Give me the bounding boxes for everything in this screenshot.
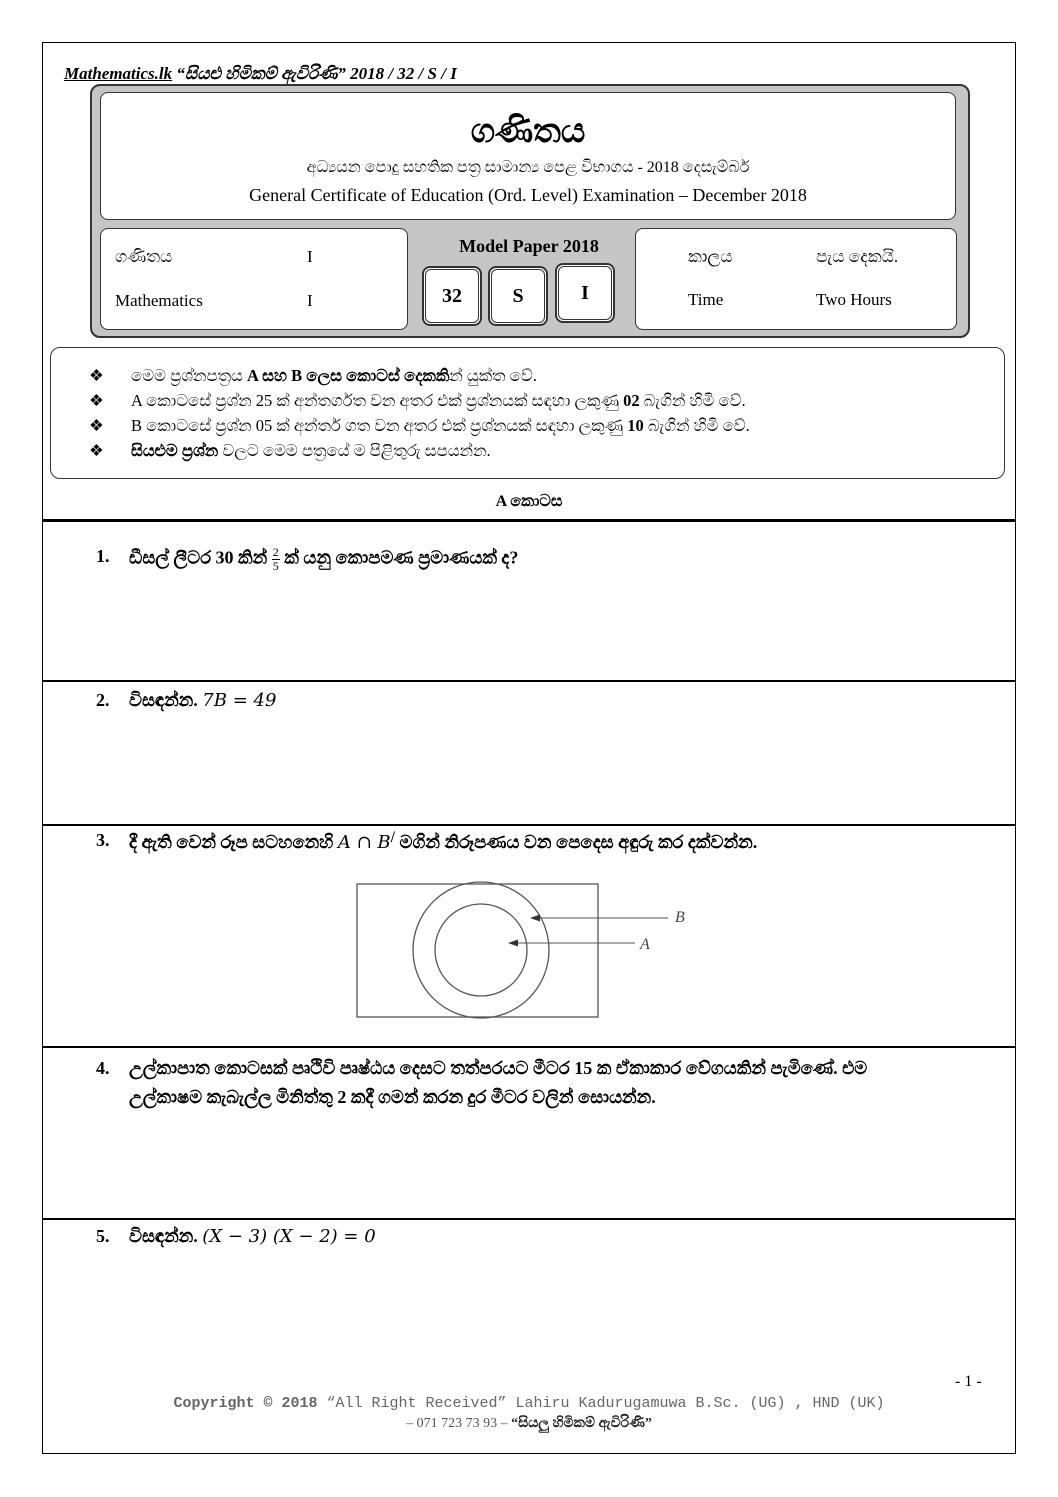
subject-part-english: I <box>307 291 313 310</box>
section-a-heading: A කොටස <box>495 493 563 510</box>
question-text: ඩීසල් ලීටර 30 කින් $\frac{2}{5}$ ක් යනු කොපමණ ප්‍රමාණයක් ද? <box>129 545 519 573</box>
page-title: ගණිතය <box>470 113 586 150</box>
paper-code-box <box>422 266 482 326</box>
equation: (X − 3) (X − 2) = 0 <box>202 1226 376 1247</box>
header-tagline: “සියළු හිමිකම් ඇවිරිණි” <box>176 64 346 83</box>
page-number: - 1 - <box>955 1373 982 1390</box>
instruction-1: ❖ මෙම ප්‍රශ්නපත්‍රය A සහ B ලෙස කොටස් දෙකකින් යුක්ත වේ. <box>89 366 537 385</box>
label-a: A <box>640 936 650 953</box>
divider <box>42 1046 1016 1048</box>
copyright-line: Copyright © 2018 “All Right Received” Lahiru Kadurugamuwa B.Sc. (UG) , HND (UK) <box>173 1395 885 1412</box>
paper-code-i: I <box>581 281 589 304</box>
paper-code-box <box>555 263 615 323</box>
set-b-circle <box>413 882 549 1018</box>
set-a-circle <box>435 904 527 996</box>
subject-sinhala: ගණිතය <box>115 247 173 266</box>
header-code: 2018 / 32 / S / I <box>350 64 457 83</box>
exam-name-sinhala: අධ්‍යයන පොදු සහතික පත්‍ර සාමාන්‍ය පෙළ විභාගය - 2018 දෙසැම්බර් <box>306 159 750 176</box>
equation: 7B = 49 <box>202 690 277 711</box>
fraction: $\frac{2}{5}$ <box>272 545 279 573</box>
question-number: 2. <box>96 690 110 710</box>
venn-diagram <box>350 876 700 1026</box>
question-number: 3. <box>96 830 110 850</box>
contact-line: – 071 723 73 93 – “සියලු හිමිකම් ඇවිරිණි” <box>406 1416 652 1431</box>
subject-box <box>100 228 408 330</box>
divider <box>42 680 1016 682</box>
instruction-2: ❖ A කොටසේ ප්‍රශ්න 25 ක් අන්තර්ගත වන අතර එක් ප්‍රශ්නයක් සඳහා ලකුණු 02 බැගින් හිමි වේ. <box>89 391 746 410</box>
question-text: විසඳන්න. (X − 3) (X − 2) = 0 <box>129 1226 376 1247</box>
model-paper-label: Model Paper 2018 <box>459 236 599 256</box>
paper-code-s: S <box>512 284 524 307</box>
instruction-3: ❖ B කොටසේ ප්‍රශ්න 05 ක් අන්තර් ගත වන අතර එක් ප්‍රශ්නයක් සඳහා ලකුණු 10 බැගින් හිමි වේ. <box>89 416 750 435</box>
arrow-head-icon <box>508 940 518 947</box>
question-2 <box>96 690 996 716</box>
question-number: 4. <box>96 1058 110 1078</box>
bullet-icon: ❖ <box>89 391 104 410</box>
time-value-sinhala: පැය දෙකයි. <box>816 247 899 266</box>
question-5 <box>96 1226 996 1252</box>
paper-code-32: 32 <box>442 284 462 307</box>
instruction-4: ❖ සියළුම ප්‍රශ්න වලට මෙම පත්‍රයේ ම පිළිතුරු සපයන්න. <box>89 441 491 460</box>
paper-code-box <box>488 266 548 326</box>
arrow-head-icon <box>530 915 540 922</box>
bullet-icon: ❖ <box>89 416 104 435</box>
question-text: දී ඇති වෙන් රූප සටහනෙහි A ∩ B/ මගින් නිරූපණය වන පෙදෙස අඳුරු කර දක්වන්න. <box>129 830 758 853</box>
exam-name-english: General Certificate of Education (Ord. Level) Examination – December 2018 <box>249 185 807 205</box>
site-name: Mathematics.lk <box>64 64 173 83</box>
subject-english: Mathematics <box>115 291 203 310</box>
title-box <box>100 92 956 220</box>
time-label-sinhala: කාලය <box>688 247 733 266</box>
divider <box>42 824 1016 826</box>
time-label-english: Time <box>688 290 724 309</box>
bullet-icon: ❖ <box>89 366 104 385</box>
question-text-line-2: උල්කාෂම කැබැල්ල මිනිත්තු 2 කදී ගමන් කරන දුර මීටර වලින් සොයන්න. <box>129 1087 656 1107</box>
label-b: B <box>675 909 685 926</box>
question-text-line-1: උල්කාපාත කොටසක් පෘථිවි පෘෂ්ඨය දෙසට තත්පරයට මීටර 15 ක ඒකාකාර වේගයකින් පැමිණේ. එම <box>129 1058 868 1078</box>
question-text: විසඳන්න. 7B = 49 <box>129 690 277 711</box>
question-1 <box>96 546 996 576</box>
question-number: 5. <box>96 1226 110 1246</box>
time-value-english: Two Hours <box>816 290 892 309</box>
question-3 <box>96 830 996 856</box>
question-4 <box>96 1058 996 1112</box>
bullet-icon: ❖ <box>89 441 104 460</box>
time-box <box>635 228 957 330</box>
divider <box>42 519 1016 522</box>
instructions-box <box>50 347 1005 479</box>
divider <box>42 1218 1016 1220</box>
subject-part-sinhala: I <box>307 247 313 266</box>
running-header <box>64 64 457 84</box>
question-number: 1. <box>96 546 110 566</box>
